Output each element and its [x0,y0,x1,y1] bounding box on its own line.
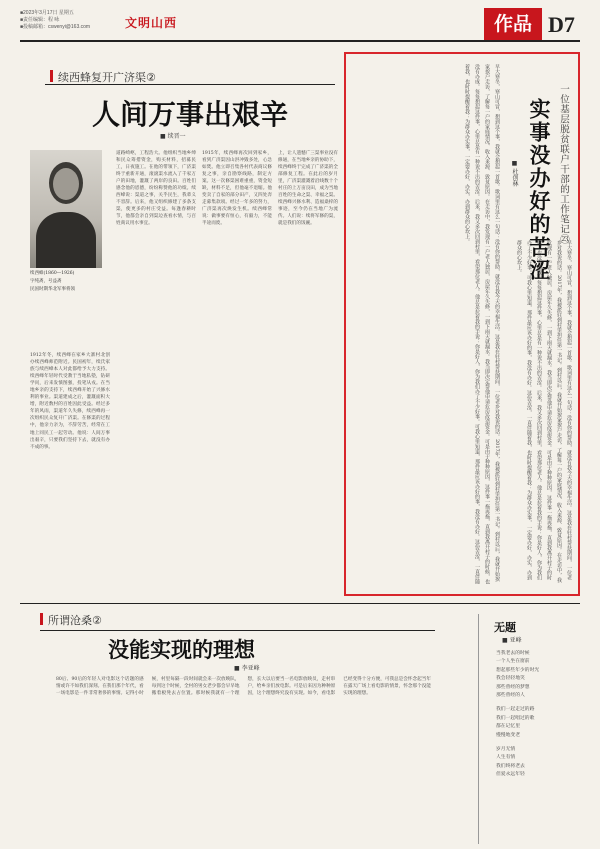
article-body: 80后、90后的年轻人对电影这个话题的感情或许不如我们深刻。在我们那个年代，看一场电影是一件非常奢侈的事情。记得小时候，村里每隔一段时间就会来一次放映队，每到这个时候，全村的男女老少都会早早地搬着板凳去占位置。那时候我就有一个理想，长大以后要当一名电影放映员，走村串户，给乡亲们放电影。可是后来因为种种原因，这个理想终究没有实现。如今，看电影已经变得十分方便，可我总是会怀念起当年在露天广场上看电影的情景，怀念那个没能实现的理想。 [56,677,431,697]
column-rule [45,84,335,85]
article-body-col3: 1915年，续西峰再次回到家乡，看到广济渠因山洪冲毁多处，心急如焚。他立即召集各村代表商议修复之事，亲自勘察线路，制定方案。这一次修渠困难重重，资金短缺，材料不足，但他毫不退缩。他变卖了自家的部分田产，又四处奔走募集款项。经过一年多的努力，广济渠再次焕发生机。续西峰常说：做事要有恒心，有毅力，不能半途而废。 [202,151,272,227]
article-body-col1: 1912年冬，续西峰在家乡大寨村北创办续西峰师范附近。民国初年，续氏家族与续西峰本人对此都给予大力支持。续西峰年轻时代受教于当地私塾，钻研学问，后来发愤图强，投笔从戎。在当地乡亲的支持下，续西峰开始了兴修水利的事业。渠道建成之后，灌溉面积大增，附近数村的百姓因此受益。经过多年的风雨，渠道年久失修，续西峰再一次组织民众复开广济渠。在修渠的过程中，他亲力亲为，不辞劳苦，经常在工地上同民工一起劳动。他说：人间万事出艰辛，只要我们坚持下去，就没有办不成的事。 [30,353,110,450]
column-rule [40,630,435,631]
editor-line: ■责任编辑：程 咏 [20,17,60,23]
article-author: ■ 杜创林 [511,160,518,187]
section-tag: 作品 [484,8,542,40]
poem-block [440,620,580,844]
article-body-lower: 早大寒冬，寒山可冒，想到这个事，我就会想起一首歌。歌词里有这么一句话：没有你的帮助，就没有我今天的幸福生活。这是我在驻村帮扶期间，一位老乡对我说的话。2017年，我被派驻到村里担任第一书记。到村以后，我就开始挨家挨户走访，了解每一户的家庭情况、收入来源、致贫原因。在走访中，我发现有一户老人独居，房屋年久失修，一到下雨天就漏水。我当即决定帮他申请危房改造资金。可是由于种种原因，这件事一拖再拖，直到我离开村子的时候，也没有办成。每每想起这件事，心里总是有一种说不出的苦涩。后来，我又多次回到村里，看望那位老人。他总是拉着我的手说：你是好人，你为我们办了不少好事。可我心里知道，那件最应该办好的事，我没有办好。这份苦涩，一直伴随着我，也时时提醒着我：为群众办实事，一定要办好，办实，办到群众的心坎上。 [516,240,572,583]
article-title: 人间万事出艰辛 [92,98,289,131]
poem-stanza-2: 我们一起走过的路 我们一起唱过的歌 都在记忆里 慢慢地变老 [496,707,535,738]
section-divider [20,603,580,604]
column-title: 续西蜂复开广济渠② [58,71,156,84]
poem-author: ■ 亚峰 [502,637,522,644]
photo-caption-alias: 字纯斋，号益斋 [30,279,62,284]
portrait-photo [30,150,102,268]
photo-caption-name: 续西蜂(1860—1926) [30,271,75,276]
poem-title: 无题 [494,621,516,634]
masthead-rule [20,40,580,42]
article-body-col2: 道路崎岖，工程浩大。他组织当地乡绅和民众筹措资金，购买材料，招募民工，日夜施工。在他的带领下，广济渠终于重新开通，滚滚渠水流入了千家万户的田地，灌溉了两岸的良田。百姓们感念他的恩德，纷纷称赞他的功绩。续西峰说：渠道之事，关乎民生，我辈义不容辞。后来，他又组织修建了多条支渠，使更多的村庄受益。每逢春耕时节，他都会亲自到渠边查看水情，与百姓商议用水事宜。 [116,151,196,227]
article-author: ■ 续晋一 [160,133,186,140]
article-subtitle: 一位基层脱贫联户干部的工作笔记㉓ [558,84,569,244]
issue-date: ■2023年3月17日 星期五 [20,10,74,16]
photo-caption [30,270,110,294]
article-title: 实事没办好的苦涩 [527,98,551,282]
newspaper-logo: 文明山西 [125,16,178,30]
article-author: ■ 李亚峰 [234,665,260,672]
article-body-upper: 早大寒冬，寒山可冒，想到这个事，我就会想起一首歌。歌词里有这么一句话：没有你的帮助，就没有我今天的幸福生活。这是我在驻村帮扶期间，一位老乡对我说的话。2017年，我被派驻到村里担任第一书记。到村以后，我就开始挨家挨户走访，了解每一户的家庭情况、收入来源、致贫原因。在走访中，我发现有一户老人独居，房屋年久失修，一到下雨天就漏水。我当即决定帮他申请危房改造资金。可是由于种种原因，这件事一拖再拖，直到我离开村子的时候，也没有办成。每每想起这件事，心里总是有一种说不出的苦涩。后来，我又多次回到村里，看望那位老人。他总是拉着我的手说：你是好人，你为我们办了不少好事。可我心里知道，那件最应该办好的事，我没有办好。这份苦涩，一直伴随着我，也时时提醒着我：为群众办实事，一定要办好，办实，办到群众的心坎上。 [464,64,500,584]
column-marker [50,70,53,82]
poem-stanza-3: 岁月无情 人生有情 我们终将老去 但爱永远年轻 [496,747,525,778]
page-number: D7 [548,12,575,37]
column-title: 所谓沧桑② [48,614,102,627]
article-body-col4: 上，让人遗憾广三渠事业没有修通，在当地乡亲的协助下，续西峰终于完成了广济渠的全部修复工程。在此后的岁月里，广济渠灌溉着沿线数十个村庄的上万亩良田，成为当地百姓的生命之渠、幸福之渠。续西峰兴修水利、造福桑梓的事迹，至今仍在当地广为流传。人们说：续将军修的渠，就是我们的饭碗。 [278,151,338,227]
poem-stanza-1: 当我老去的时候 一个人坐在窗前 想起那些年少的时光 我会轻轻地笑 那些曾经的梦想 那些曾经的人 [496,651,540,699]
column-marker [40,613,43,625]
email-line: ■投稿邮箱：cswenyi@163.com [20,24,91,30]
photo-caption-role: 民国时期华北军事将领 [30,287,75,292]
article-title: 没能实现的理想 [108,638,255,662]
